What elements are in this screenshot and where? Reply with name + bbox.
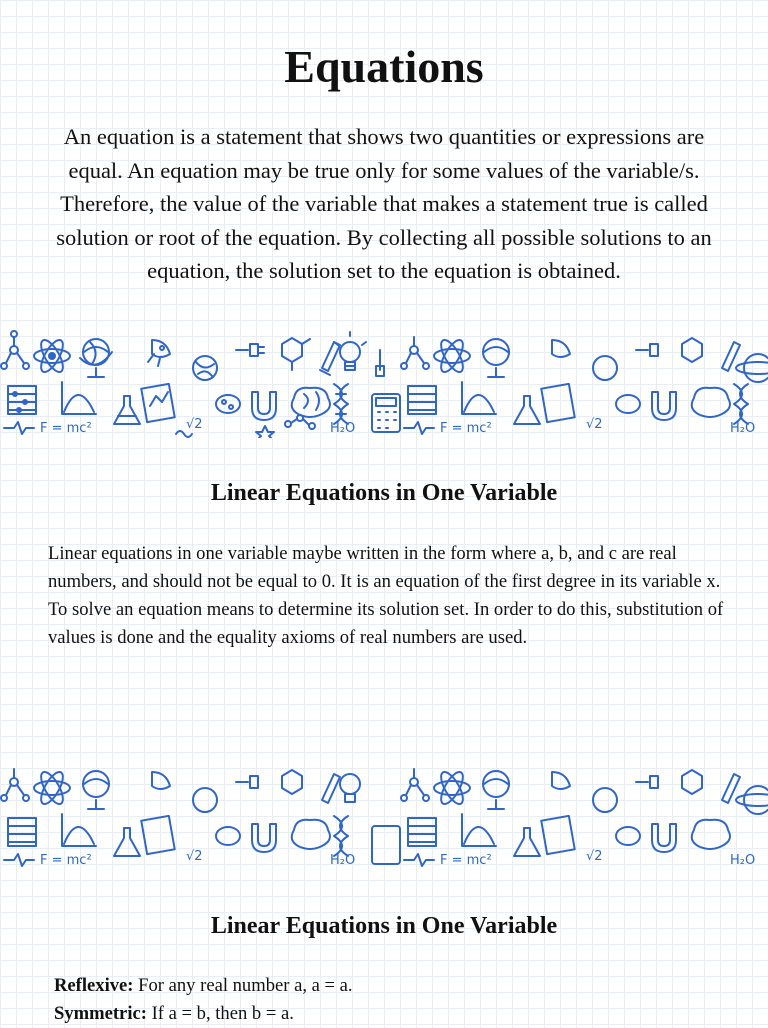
sqrt-label-repeat: √2	[586, 417, 603, 432]
sqrt-label-2-repeat: √2	[586, 849, 603, 864]
science-doodle-banner	[0, 328, 768, 438]
intro-paragraph: An equation is a statement that shows two quantities or expressions are equal. An equation may be true only for some values of the variable/s. Therefore, the value of the variable that makes a statement true is called solution or root of the equation. By collecting all possible solutions to an equation, the solution set to the equation is obtained.	[56, 124, 712, 283]
page-title: Equations	[284, 41, 484, 92]
bell-curve-icon	[62, 382, 96, 414]
sqrt-label-2: √2	[186, 849, 203, 864]
formula-label-2-repeat: F = mc²	[440, 853, 492, 868]
formula-label: F = mc²	[40, 421, 92, 436]
formula-label-repeat: F = mc²	[440, 421, 492, 436]
planet-icon	[193, 356, 217, 380]
heartbeat-icon	[4, 422, 34, 434]
doodle-icons-2-repeat	[401, 769, 768, 866]
abacus-icon	[8, 386, 36, 414]
axiom-term: Symmetric:	[54, 1003, 147, 1024]
test-tube-icon	[320, 342, 340, 375]
plug-icon	[236, 344, 264, 356]
section-heading: Linear Equations in One Variable	[210, 480, 558, 506]
calculator-icon	[372, 394, 400, 432]
formula-label-2: F = mc²	[40, 853, 92, 868]
benzene-icon	[282, 338, 310, 370]
star-icon	[256, 426, 274, 438]
doodle-set-repeat	[401, 337, 768, 434]
rocket-icon	[148, 340, 170, 366]
dna-icon	[334, 384, 348, 424]
thermometer-icon	[376, 350, 384, 376]
magnet-icon	[252, 392, 276, 420]
axiom-reflexive	[54, 972, 734, 1000]
chart-board-icon	[141, 384, 174, 422]
sqrt-label: √2	[186, 417, 203, 432]
water-label-2: H₂O	[330, 853, 356, 868]
brain-icon	[292, 388, 330, 417]
flask-icon	[114, 396, 140, 424]
science-doodle-banner-2	[0, 760, 768, 870]
bacteria-icon	[216, 395, 240, 413]
doodle-strip-2	[0, 760, 768, 870]
section-heading-2: Linear Equations in One Variable	[210, 913, 558, 939]
axiom-term: Reflexive:	[54, 975, 134, 996]
water-label: H₂O	[330, 421, 356, 436]
molecule-icon	[1, 331, 29, 369]
water-label-2-repeat: H₂O	[730, 853, 756, 868]
water-label-repeat: H₂O	[730, 421, 756, 436]
axiom-text: For any real number a, a = a.	[133, 975, 353, 996]
globe-icon	[80, 339, 112, 377]
atom-icon	[34, 337, 70, 375]
axiom-list	[54, 972, 734, 1028]
section-body-text: Linear equations in one variable maybe written in the form where a, b, and c are real numbers, and should not be equal to 0. It is an equation of the first degree in its variable x. To solve an equation means to determine its solution set. In order to do this, substitution of values is done and the equality axioms of real numbers are used.	[48, 543, 724, 648]
lightbulb-icon	[334, 332, 366, 370]
axiom-text: If a = b, then b = a.	[146, 1003, 294, 1024]
doodle-strip	[0, 328, 768, 438]
